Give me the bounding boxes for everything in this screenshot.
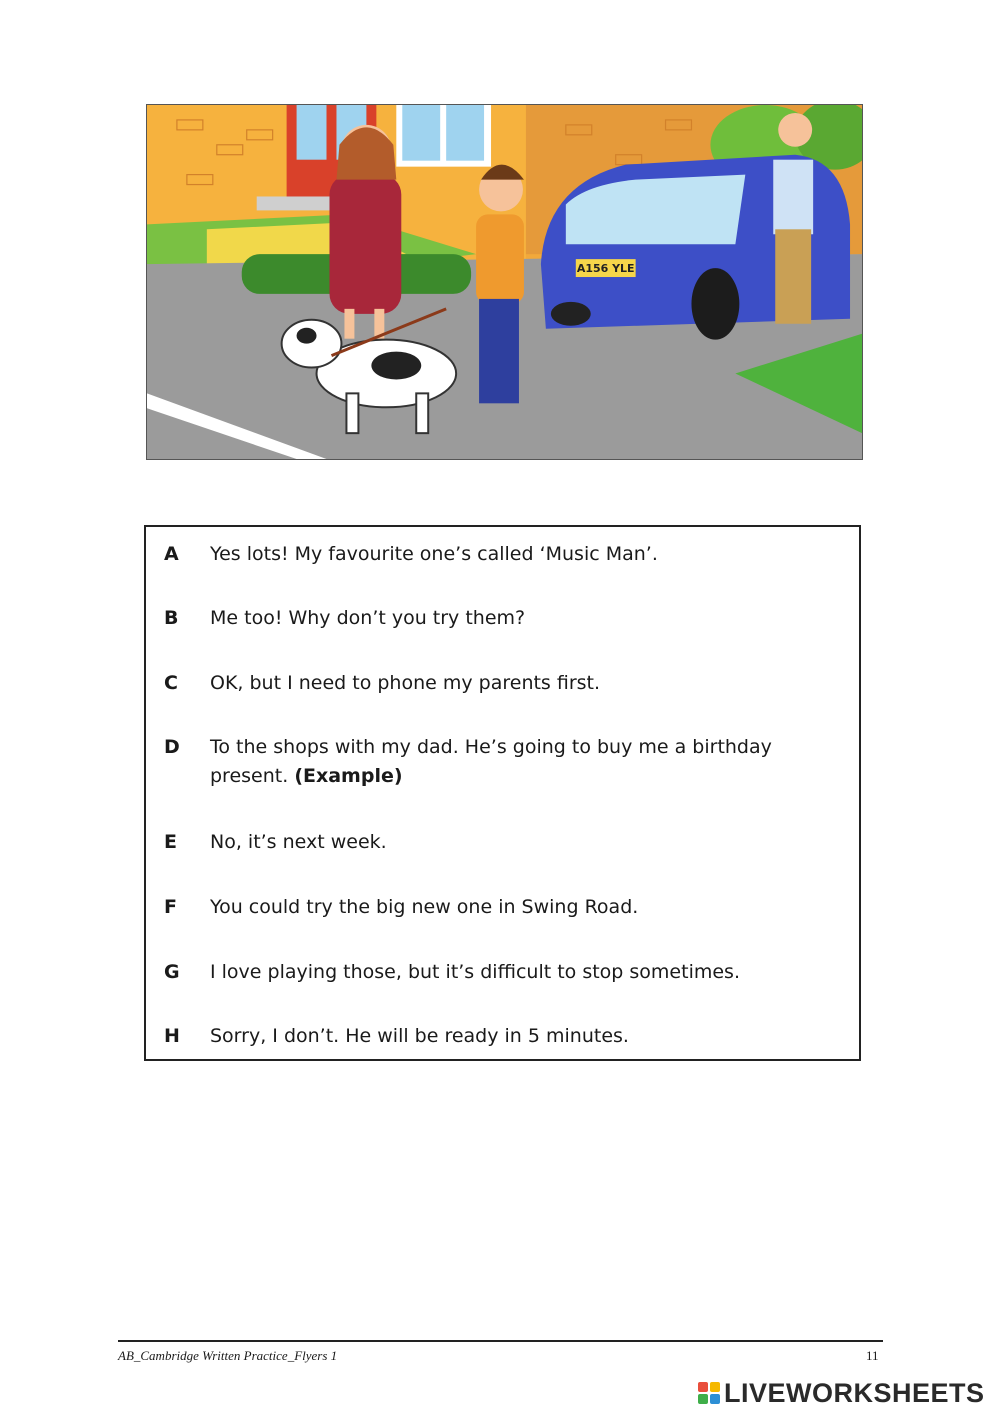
scene-illustration bbox=[146, 104, 863, 460]
footer-divider bbox=[118, 1340, 883, 1342]
option-text: Yes lots! My favourite one’s called ‘Music Man’. bbox=[210, 543, 658, 565]
option-letter: B bbox=[164, 607, 179, 629]
option-text: OK, but I need to phone my parents first. bbox=[210, 672, 601, 694]
brand-square-blue bbox=[710, 1394, 720, 1404]
street-scene-image bbox=[147, 105, 862, 459]
car-number-plate: A156 YLE bbox=[576, 262, 635, 276]
option-letter: H bbox=[164, 1025, 180, 1047]
brand-square-yellow bbox=[710, 1382, 720, 1392]
option-text: Me too! Why don’t you try them? bbox=[210, 607, 526, 629]
option-text: I love playing those, but it’s difficult to stop sometimes. bbox=[210, 961, 740, 983]
option-letter: F bbox=[164, 896, 177, 918]
liveworksheets-logo[interactable] bbox=[698, 1378, 985, 1408]
brand-square-green bbox=[698, 1394, 708, 1404]
option-letter: E bbox=[164, 831, 177, 853]
brand-square-red bbox=[698, 1382, 708, 1392]
option-text: You could try the big new one in Swing Road. bbox=[210, 896, 639, 918]
option-text: Sorry, I don’t. He will be ready in 5 minutes. bbox=[210, 1025, 629, 1047]
brand-grid-icon bbox=[698, 1382, 720, 1404]
page-number: 11 bbox=[866, 1348, 879, 1363]
answer-options-box bbox=[144, 525, 861, 1061]
option-letter: G bbox=[164, 961, 180, 983]
option-text: No, it’s next week. bbox=[210, 831, 387, 853]
example-marker: (Example) bbox=[294, 765, 403, 787]
option-text bbox=[210, 733, 830, 791]
option-letter: A bbox=[164, 543, 179, 565]
option-d-sentence: To the shops with my dad. He’s going to buy me a birthday present. bbox=[210, 736, 772, 787]
footer-title: AB_Cambridge Written Practice_Flyers 1 bbox=[118, 1348, 338, 1363]
option-letter: C bbox=[164, 672, 178, 694]
option-letter: D bbox=[164, 736, 180, 758]
brand-name: LIVEWORKSHEETS bbox=[724, 1377, 985, 1408]
